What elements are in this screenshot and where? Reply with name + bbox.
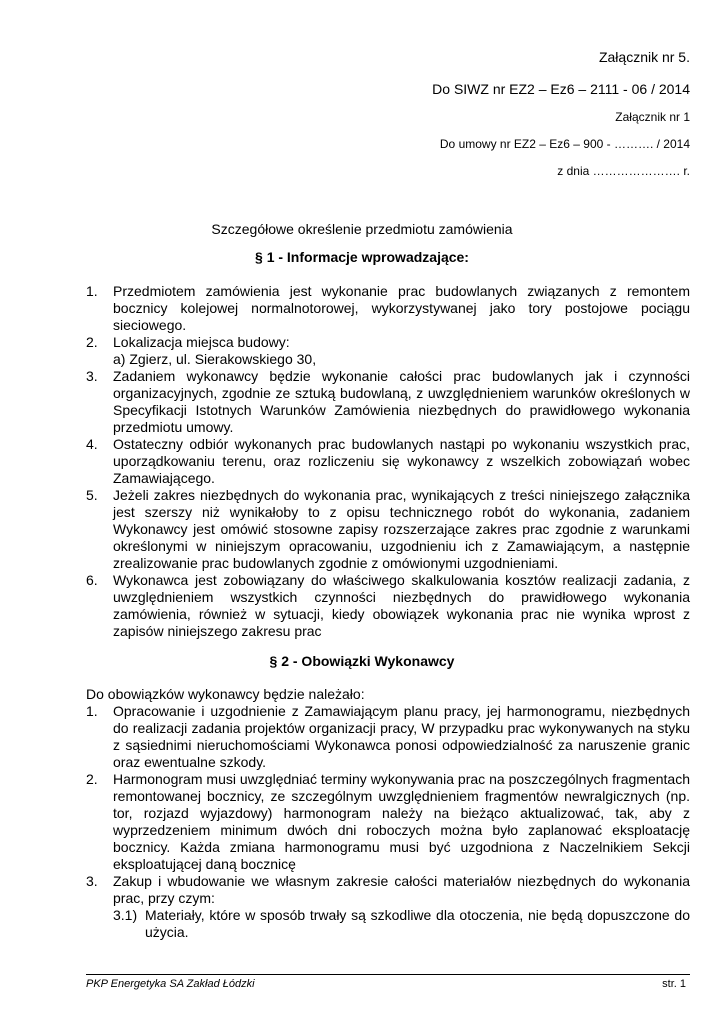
list-item bbox=[86, 368, 690, 436]
item-text: Wykonawca jest zobowiązany do właściwego skalkulowania kosztów realizacji zadania, z uwzględnieniem wszystkich czynności niezbędnych do prawidłowego wykonania zamówienia, również w sytuacji, kiedy obowiązek wykonania prac nie wynika wprost z zapisów niniejszego zakresu prac bbox=[113, 572, 690, 639]
section-1-list bbox=[86, 283, 690, 640]
attachment-number: Załącznik nr 5. bbox=[598, 49, 690, 65]
item-text: Ostateczny odbiór wykonanych prac budowlanych nastąpi po wykonaniu wszystkich prac, uporządkowaniu terenu, oraz rozliczeniu się wykonawcy z wszelkich zobowiązań wobec Zamawiającego. bbox=[113, 436, 690, 486]
annex-number: Załącznik nr 1 bbox=[615, 110, 690, 124]
contract-reference: Do umowy nr EZ2 – Ez6 – 900 - ………. / 2014 bbox=[439, 137, 690, 151]
item-number: 3. bbox=[86, 368, 98, 384]
list-item bbox=[86, 873, 690, 907]
sub-item-text: Materiały, które w sposób trwały są szkodliwe dla otoczenia, nie będą dopuszczone do użycia. bbox=[145, 907, 690, 940]
section-2-heading: § 2 - Obowiązki Wykonawcy bbox=[269, 653, 455, 669]
footer-divider bbox=[86, 974, 690, 975]
item-text: Opracowanie i uzgodnienie z Zamawiającym planu pracy, jej harmonogramu, niezbędnych do realizacji zadania projektów organizacji pracy, W przypadku prac wykonywanych na styku z sąsiednimi nieruchomościami Wykonawca ponosi odpowiedzialność za naruszenie granic oraz ewentualne szkody. bbox=[113, 703, 690, 770]
list-item bbox=[86, 334, 690, 351]
item-text: Lokalizacja miejsca budowy: bbox=[113, 334, 290, 350]
item-number: 1. bbox=[86, 703, 98, 719]
item-text: a) Zgierz, ul. Sierakowskiego 30, bbox=[113, 351, 317, 367]
section-2-list bbox=[86, 703, 690, 941]
item-number: 2. bbox=[86, 334, 98, 350]
document-title: Szczegółowe określenie przedmiotu zamówienia bbox=[211, 221, 513, 237]
list-item bbox=[86, 703, 690, 771]
item-text: Przedmiotem zamówienia jest wykonanie prac budowlanych związanych z remontem bocznicy kolejowej normalnotorowej, wykorzystywanej jako tory postojowe pociągu sieciowego. bbox=[113, 283, 690, 333]
item-number: 4. bbox=[86, 436, 98, 452]
item-number: 3. bbox=[86, 873, 98, 889]
item-text: Zadaniem wykonawcy będzie wykonanie całości prac budowlanych jak i czynności organizacyjnych, zgodnie ze sztuką budowlaną, z uwzględnieniem warunków określonych w Specyfikacji Istotnych Warunków Zamówienia niezbędnych do prawidłowego wykonania przedmiotu umowy. bbox=[113, 368, 690, 435]
item-text: Jeżeli zakres niezbędnych do wykonania prac, wynikających z treści niniejszego załącznika jest szerszy niż wynikałoby to z opisu technicznego robót do wykonania, zadaniem Wykonawcy jest omówić stosowne zapisy rozszerzające zakres prac zgodnie z warunkami określonymi w niniejszym opracowaniu, uzgodnieniu ich z Zamawiającym, a następnie zrealizowanie prac budowlanych zgodnie z omówionymi uzgodnieniami. bbox=[113, 487, 690, 571]
page-number: str. 1 bbox=[662, 978, 686, 990]
item-number bbox=[86, 351, 113, 368]
item-number: 6. bbox=[86, 572, 98, 588]
sub-item-number: 3.1) bbox=[113, 907, 138, 923]
list-item bbox=[86, 487, 690, 572]
footer-organization: PKP Energetyka SA Zakład Łódzki bbox=[86, 978, 255, 990]
contract-date: z dnia …………………. r. bbox=[557, 164, 690, 178]
list-item bbox=[86, 436, 690, 487]
item-number: 5. bbox=[86, 487, 98, 503]
item-number: 1. bbox=[86, 283, 98, 299]
siwz-reference: Do SIWZ nr EZ2 – Ez6 – 2111 - 06 / 2014 bbox=[432, 81, 690, 97]
item-text: Zakup i wbudowanie we własnym zakresie całości materiałów niezbędnych do wykonania prac, przy czym: bbox=[113, 873, 690, 906]
list-item bbox=[86, 771, 690, 873]
section-2-intro: Do obowiązków wykonawcy będzie należało: bbox=[86, 686, 365, 702]
sub-list-item bbox=[86, 907, 690, 941]
list-item bbox=[86, 351, 690, 368]
list-item bbox=[86, 572, 690, 640]
item-text: Harmonogram musi uwzględniać terminy wykonywania prac na poszczególnych fragmentach remontowanej bocznicy, ze szczególnym uwzględnieniem fragmentów newralgicznych (np. tor, rozjazd wyjazdowy) harmonogram należy na bieżąco aktualizować, tak, aby z wyprzedzeniem minimum dwóch dni roboczych można było zaplanować eksploatację bocznicy. Każda zmiana harmonogramu musi być uzgodniona z Naczelnikiem Sekcji eksploatującej daną bocznicę bbox=[113, 771, 690, 872]
list-item bbox=[86, 283, 690, 334]
section-1-heading: § 1 - Informacje wprowadzające: bbox=[255, 249, 469, 265]
item-number: 2. bbox=[86, 771, 98, 787]
